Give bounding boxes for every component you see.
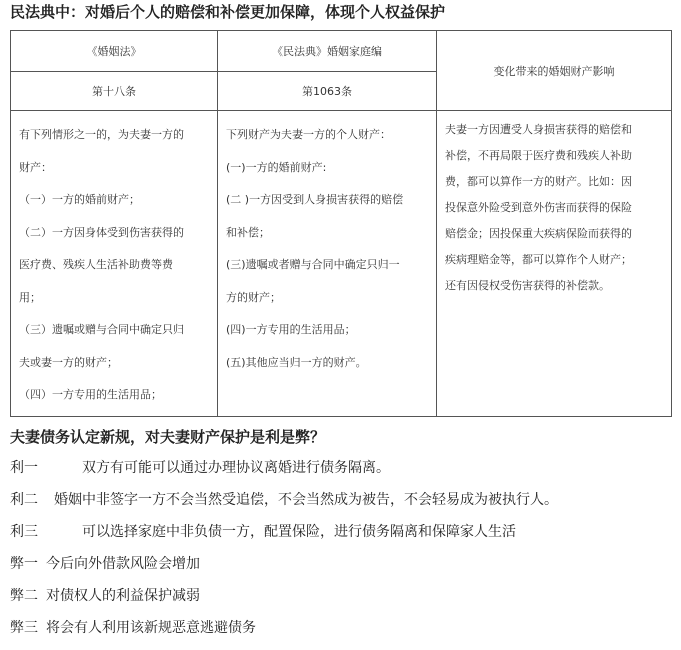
cell-line: 夫或妻一方的财产； xyxy=(19,355,118,369)
item-label: 弊一 xyxy=(10,556,38,572)
cell-line: 夫妻一方因遭受人身损害获得的赔偿和 xyxy=(445,123,632,136)
cell-text xyxy=(218,111,436,379)
item-text: 今后向外借款风险会增加 xyxy=(46,556,200,572)
cell-line: （三）遗嘱或赠与合同中确定只归 xyxy=(19,323,184,336)
cell-line: 补偿，不再局限于医疗费和残疾人补助 xyxy=(445,149,632,162)
page-title: 民法典中：对婚后个人的赔偿和补偿更加保障，体现个人权益保护 xyxy=(10,3,446,21)
cell-text xyxy=(437,111,671,299)
list-item xyxy=(10,516,675,548)
cell-line: 方的财产； xyxy=(226,290,281,304)
cell-text xyxy=(11,111,217,412)
cell-line: 下列财产为夫妻一方的个人财产： xyxy=(226,128,391,141)
item-label: 弊三 xyxy=(10,620,38,636)
cell-line: 还有因侵权受伤害获得的补偿款。 xyxy=(445,279,610,292)
item-text: 对债权人的利益保护减弱 xyxy=(46,588,200,604)
list-item xyxy=(10,612,675,644)
cell-line: (三)遗嘱或者赠与合同中确定只归一 xyxy=(226,258,400,271)
header-cell: 《婚姻法》 xyxy=(11,31,218,72)
table-header-row xyxy=(11,31,672,72)
list-item xyxy=(10,484,675,516)
section-title: 夫妻债务认定新规，对夫妻财产保护是利是弊？ xyxy=(10,428,326,446)
cell-line: (二 )一方因受到人身损害获得的赔偿 xyxy=(226,193,404,206)
header-cell: 变化带来的婚姻财产影响 xyxy=(437,31,672,111)
cell-line: 和补偿； xyxy=(226,225,270,239)
pros-cons-list xyxy=(10,452,675,644)
subheader-cell: 第十八条 xyxy=(11,72,218,111)
cell-line: (四)一方专用的生活用品； xyxy=(226,323,356,336)
table-body-row xyxy=(11,111,672,417)
item-text: 可以选择家庭中非负债一方，配置保险，进行债务隔离和保障家人生活 xyxy=(82,524,516,540)
cell-line: （二）一方因身体受到伤害获得的 xyxy=(19,225,184,239)
list-item xyxy=(10,548,675,580)
cell-line: 费，都可以算作一方的财产。比如：因 xyxy=(445,175,632,188)
table-cell-civil-code xyxy=(218,111,437,417)
cell-line: (五)其他应当归一方的财产。 xyxy=(226,355,367,369)
cell-line: 用； xyxy=(19,290,41,304)
item-label: 利二 xyxy=(10,492,38,508)
table-cell-impact xyxy=(437,111,672,417)
item-text: 双方有可能可以通过办理协议离婚进行债务隔离。 xyxy=(82,460,390,476)
list-item xyxy=(10,580,675,612)
list-item xyxy=(10,452,675,484)
cell-line: （一）一方的婚前财产； xyxy=(19,193,140,206)
table-cell-marriage-law xyxy=(11,111,218,417)
item-label: 利一 xyxy=(10,460,38,476)
item-text: 婚姻中非签字一方不会当然受追偿，不会当然成为被告，不会轻易成为被执行人。 xyxy=(54,492,558,508)
cell-line: （四）一方专用的生活用品； xyxy=(19,388,162,401)
header-cell: 《民法典》婚姻家庭编 xyxy=(218,31,437,72)
cell-line: 疾病理赔金等，都可以算作个人财产； xyxy=(445,253,632,266)
cell-line: 投保意外险受到意外伤害而获得的保险 xyxy=(445,201,632,214)
item-text: 将会有人利用该新规恶意逃避债务 xyxy=(46,620,256,636)
cell-line: 医疗费、残疾人生活补助费等费 xyxy=(19,258,173,271)
cell-line: (一)一方的婚前财产: xyxy=(226,160,327,174)
item-label: 弊二 xyxy=(10,588,38,604)
cell-line: 有下列情形之一的，为夫妻一方的 xyxy=(19,128,184,141)
cell-line: 财产： xyxy=(19,160,52,174)
comparison-table xyxy=(10,30,672,417)
subheader-cell: 第1063条 xyxy=(218,72,437,111)
cell-line: 赔偿金；因投保重大疾病保险而获得的 xyxy=(445,227,632,240)
item-label: 利三 xyxy=(10,524,38,540)
